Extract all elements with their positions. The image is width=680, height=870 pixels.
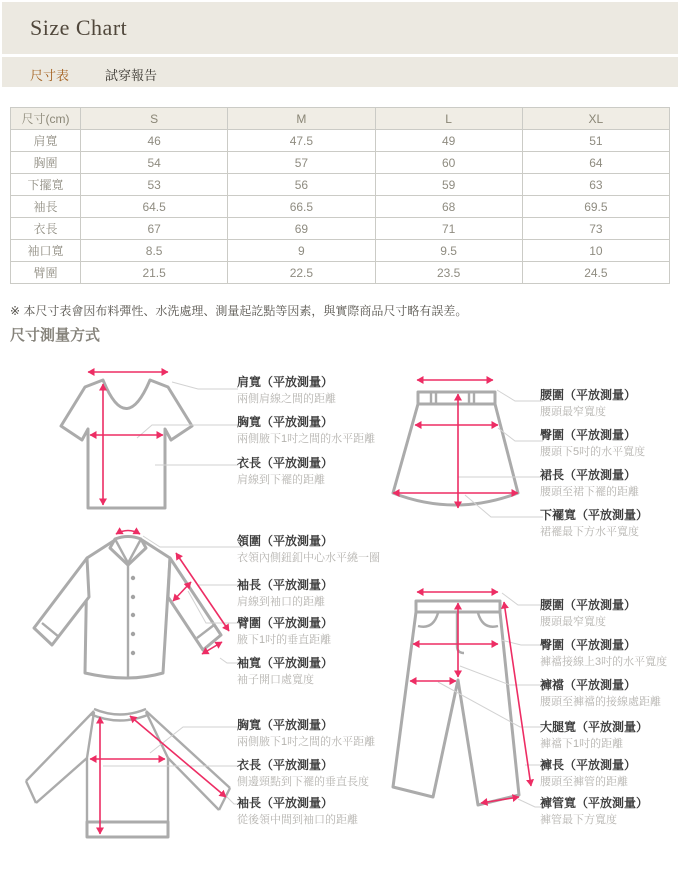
cell: 68 <box>375 196 522 218</box>
measure-label-pants-rise <box>540 679 680 708</box>
cell: 56 <box>228 174 375 196</box>
measure-name: 臀圍（平放測量） <box>540 428 637 442</box>
table-row <box>11 196 670 218</box>
measure-name: 領圍（平放測量） <box>237 534 334 548</box>
measure-name: 肩寬（平放測量） <box>237 375 334 389</box>
measure-name: 衣長（平放測量） <box>237 758 334 772</box>
measure-name: 褲襠（平放測量） <box>540 678 637 692</box>
cell: 64.5 <box>81 196 228 218</box>
neck-girth-arrow <box>116 531 140 535</box>
cell: 49 <box>375 130 522 152</box>
row-label: 袖口寬 <box>11 240 81 262</box>
measure-label-sweater-length <box>237 759 417 788</box>
raglan-seam-right <box>146 712 168 758</box>
leader-hip <box>501 640 543 645</box>
hem-band <box>87 822 168 837</box>
measure-label-sweater-chest <box>237 719 417 748</box>
measure-name: 腰圍（平放測量） <box>540 598 637 612</box>
leader-waist <box>502 593 543 605</box>
measure-desc: 腰頭最窄寬度 <box>540 406 606 418</box>
cell: 66.5 <box>228 196 375 218</box>
cell: 21.5 <box>81 262 228 284</box>
button <box>131 576 135 580</box>
measure-name: 袖長（平放測量） <box>237 578 334 592</box>
left-sleeve-top <box>26 711 94 781</box>
measure-label-pants-waist <box>540 599 680 628</box>
cell: 69.5 <box>522 196 669 218</box>
measure-label-shirt-arm <box>237 617 417 646</box>
neckband-inner <box>94 709 146 715</box>
measure-name: 裙長（平放測量） <box>540 468 637 482</box>
cell: 69 <box>228 218 375 240</box>
cell: 51 <box>522 130 669 152</box>
tshirt-outline <box>61 380 192 508</box>
table-row <box>11 130 670 152</box>
cell: 23.5 <box>375 262 522 284</box>
measure-label-skirt-hip <box>540 429 680 458</box>
cell: 9 <box>228 240 375 262</box>
measure-desc: 褲管最下方寬度 <box>540 814 617 826</box>
row-label: 肩寬 <box>11 130 81 152</box>
row-label: 臂圍 <box>11 262 81 284</box>
col-header-m: M <box>228 108 375 130</box>
left-sleeve-bottom <box>36 758 87 803</box>
cell: 47.5 <box>228 130 375 152</box>
measure-desc: 褲襠下1吋的距離 <box>540 738 624 750</box>
measure-desc: 兩側肩線之間的距離 <box>237 393 336 405</box>
shirt-diagram <box>30 525 245 700</box>
col-header-l: L <box>375 108 522 130</box>
button <box>131 632 135 636</box>
measure-name: 臂圍（平放測量） <box>237 616 334 630</box>
cell: 53 <box>81 174 228 196</box>
measure-desc: 裙襬最下方水平寬度 <box>540 526 639 538</box>
measure-name: 褲長（平放測量） <box>540 758 637 772</box>
measure-label-pants-thigh <box>540 721 680 750</box>
measure-desc: 袖子開口處寬度 <box>237 674 314 686</box>
skirt-waistband <box>418 392 495 404</box>
measure-label-tshirt-chest <box>237 416 417 445</box>
table-row <box>11 152 670 174</box>
button <box>131 595 135 599</box>
measure-name: 衣長（平放測量） <box>237 456 334 470</box>
measure-name: 腰圍（平放測量） <box>540 388 637 402</box>
measure-label-skirt-waist <box>540 389 680 418</box>
measure-name: 臀圍（平放測量） <box>540 638 637 652</box>
measure-label-shirt-cuff <box>237 657 417 686</box>
measure-name: 袖寬（平放測量） <box>237 656 334 670</box>
cell: 57 <box>228 152 375 174</box>
table-row <box>11 262 670 284</box>
measure-name: 袖長（平放測量） <box>237 796 334 810</box>
shirt-left-sleeve <box>34 558 89 645</box>
leader-waist <box>497 390 543 401</box>
right-sleeve-top <box>146 711 230 788</box>
measure-desc: 側邊頸點到下襬的垂直長度 <box>237 776 369 788</box>
size-table-header-row <box>11 108 670 130</box>
measure-desc: 肩線到下襬的距離 <box>237 474 325 486</box>
row-label: 衣長 <box>11 218 81 240</box>
row-label: 下擺寬 <box>11 174 81 196</box>
measure-label-shirt-neck <box>237 535 417 564</box>
col-header-s: S <box>81 108 228 130</box>
measure-label-tshirt-length <box>237 457 417 486</box>
measure-desc: 腰頭至裙下襬的距離 <box>540 486 639 498</box>
leader-shoulder <box>172 382 238 389</box>
measure-desc: 兩側腋下1吋之間的水平距離 <box>237 433 376 445</box>
table-row <box>11 174 670 196</box>
cell: 10 <box>522 240 669 262</box>
raglan-seam-left <box>87 712 94 758</box>
measure-desc: 腰頭最窄寬度 <box>540 616 606 628</box>
cell: 54 <box>81 152 228 174</box>
page-header <box>2 2 678 54</box>
measure-desc: 兩側腋下1吋之間的水平距離 <box>237 736 376 748</box>
col-header-xl: XL <box>522 108 669 130</box>
cell: 63 <box>522 174 669 196</box>
measure-label-pants-length <box>540 759 680 788</box>
cell: 9.5 <box>375 240 522 262</box>
measure-name: 褲管寬（平放測量） <box>540 796 649 810</box>
button <box>131 651 135 655</box>
shirt-right-sleeve <box>168 558 221 650</box>
tab-size-chart[interactable]: 尺寸表 <box>30 68 70 83</box>
measure-name: 胸寬（平放測量） <box>237 415 334 429</box>
left-cuff <box>26 781 36 803</box>
tshirt-diagram <box>40 365 240 515</box>
cell: 60 <box>375 152 522 174</box>
measure-name: 大腿寬（平放測量） <box>540 720 649 734</box>
col-header-dim: 尺寸(cm) <box>11 108 81 130</box>
cell: 59 <box>375 174 522 196</box>
cell: 8.5 <box>81 240 228 262</box>
sleeve-length-arrow <box>130 716 226 797</box>
cell: 22.5 <box>228 262 375 284</box>
size-table <box>10 107 670 284</box>
measure-desc: 腰頭下5吋的水平寬度 <box>540 446 646 458</box>
cell: 24.5 <box>522 262 669 284</box>
measure-label-shirt-sleeve <box>237 579 417 608</box>
row-label: 胸圍 <box>11 152 81 174</box>
table-row <box>11 240 670 262</box>
page-title: Size Chart <box>30 15 128 40</box>
measure-label-pants-hip <box>540 639 680 668</box>
cell: 67 <box>81 218 228 240</box>
disclaimer-note: ※ 本尺寸表會因布料彈性、水洗處理、測量起訖點等因素，與實際商品尺寸略有誤差。 <box>10 304 468 318</box>
sweater-diagram <box>20 700 242 868</box>
measure-label-skirt-length <box>540 469 680 498</box>
measure-desc: 腰頭至褲襠的接線處距離 <box>540 696 661 708</box>
cell: 46 <box>81 130 228 152</box>
measure-desc: 肩線到袖口的距離 <box>237 596 325 608</box>
measure-desc: 從後領中間到袖口的距離 <box>237 814 358 826</box>
measure-label-skirt-hem <box>540 509 680 538</box>
tab-fitting-report[interactable]: 試穿報告 <box>105 68 158 83</box>
measure-name: 胸寬（平放測量） <box>237 718 334 732</box>
measure-label-tshirt-shoulder <box>237 376 417 405</box>
measure-name: 下襬寬（平放測量） <box>540 508 649 522</box>
button <box>131 613 135 617</box>
measure-desc: 腰頭至褲管的距離 <box>540 776 628 788</box>
cell: 64 <box>522 152 669 174</box>
tab-bar <box>2 57 678 87</box>
leader-neck <box>143 536 243 547</box>
table-row <box>11 218 670 240</box>
measure-label-pants-leg-opening <box>540 797 680 826</box>
measure-desc: 腋下1吋的垂直距離 <box>237 634 332 646</box>
measure-desc: 衣領內側鈕釦中心水平繞一圈 <box>237 552 380 564</box>
cell: 73 <box>522 218 669 240</box>
row-label: 袖長 <box>11 196 81 218</box>
measure-label-sweater-sleeve <box>237 797 417 826</box>
section-title-measurement: 尺寸測量方式 <box>10 327 101 344</box>
measure-desc: 褲襠接線上3吋的水平寬度 <box>540 656 668 668</box>
cell: 71 <box>375 218 522 240</box>
